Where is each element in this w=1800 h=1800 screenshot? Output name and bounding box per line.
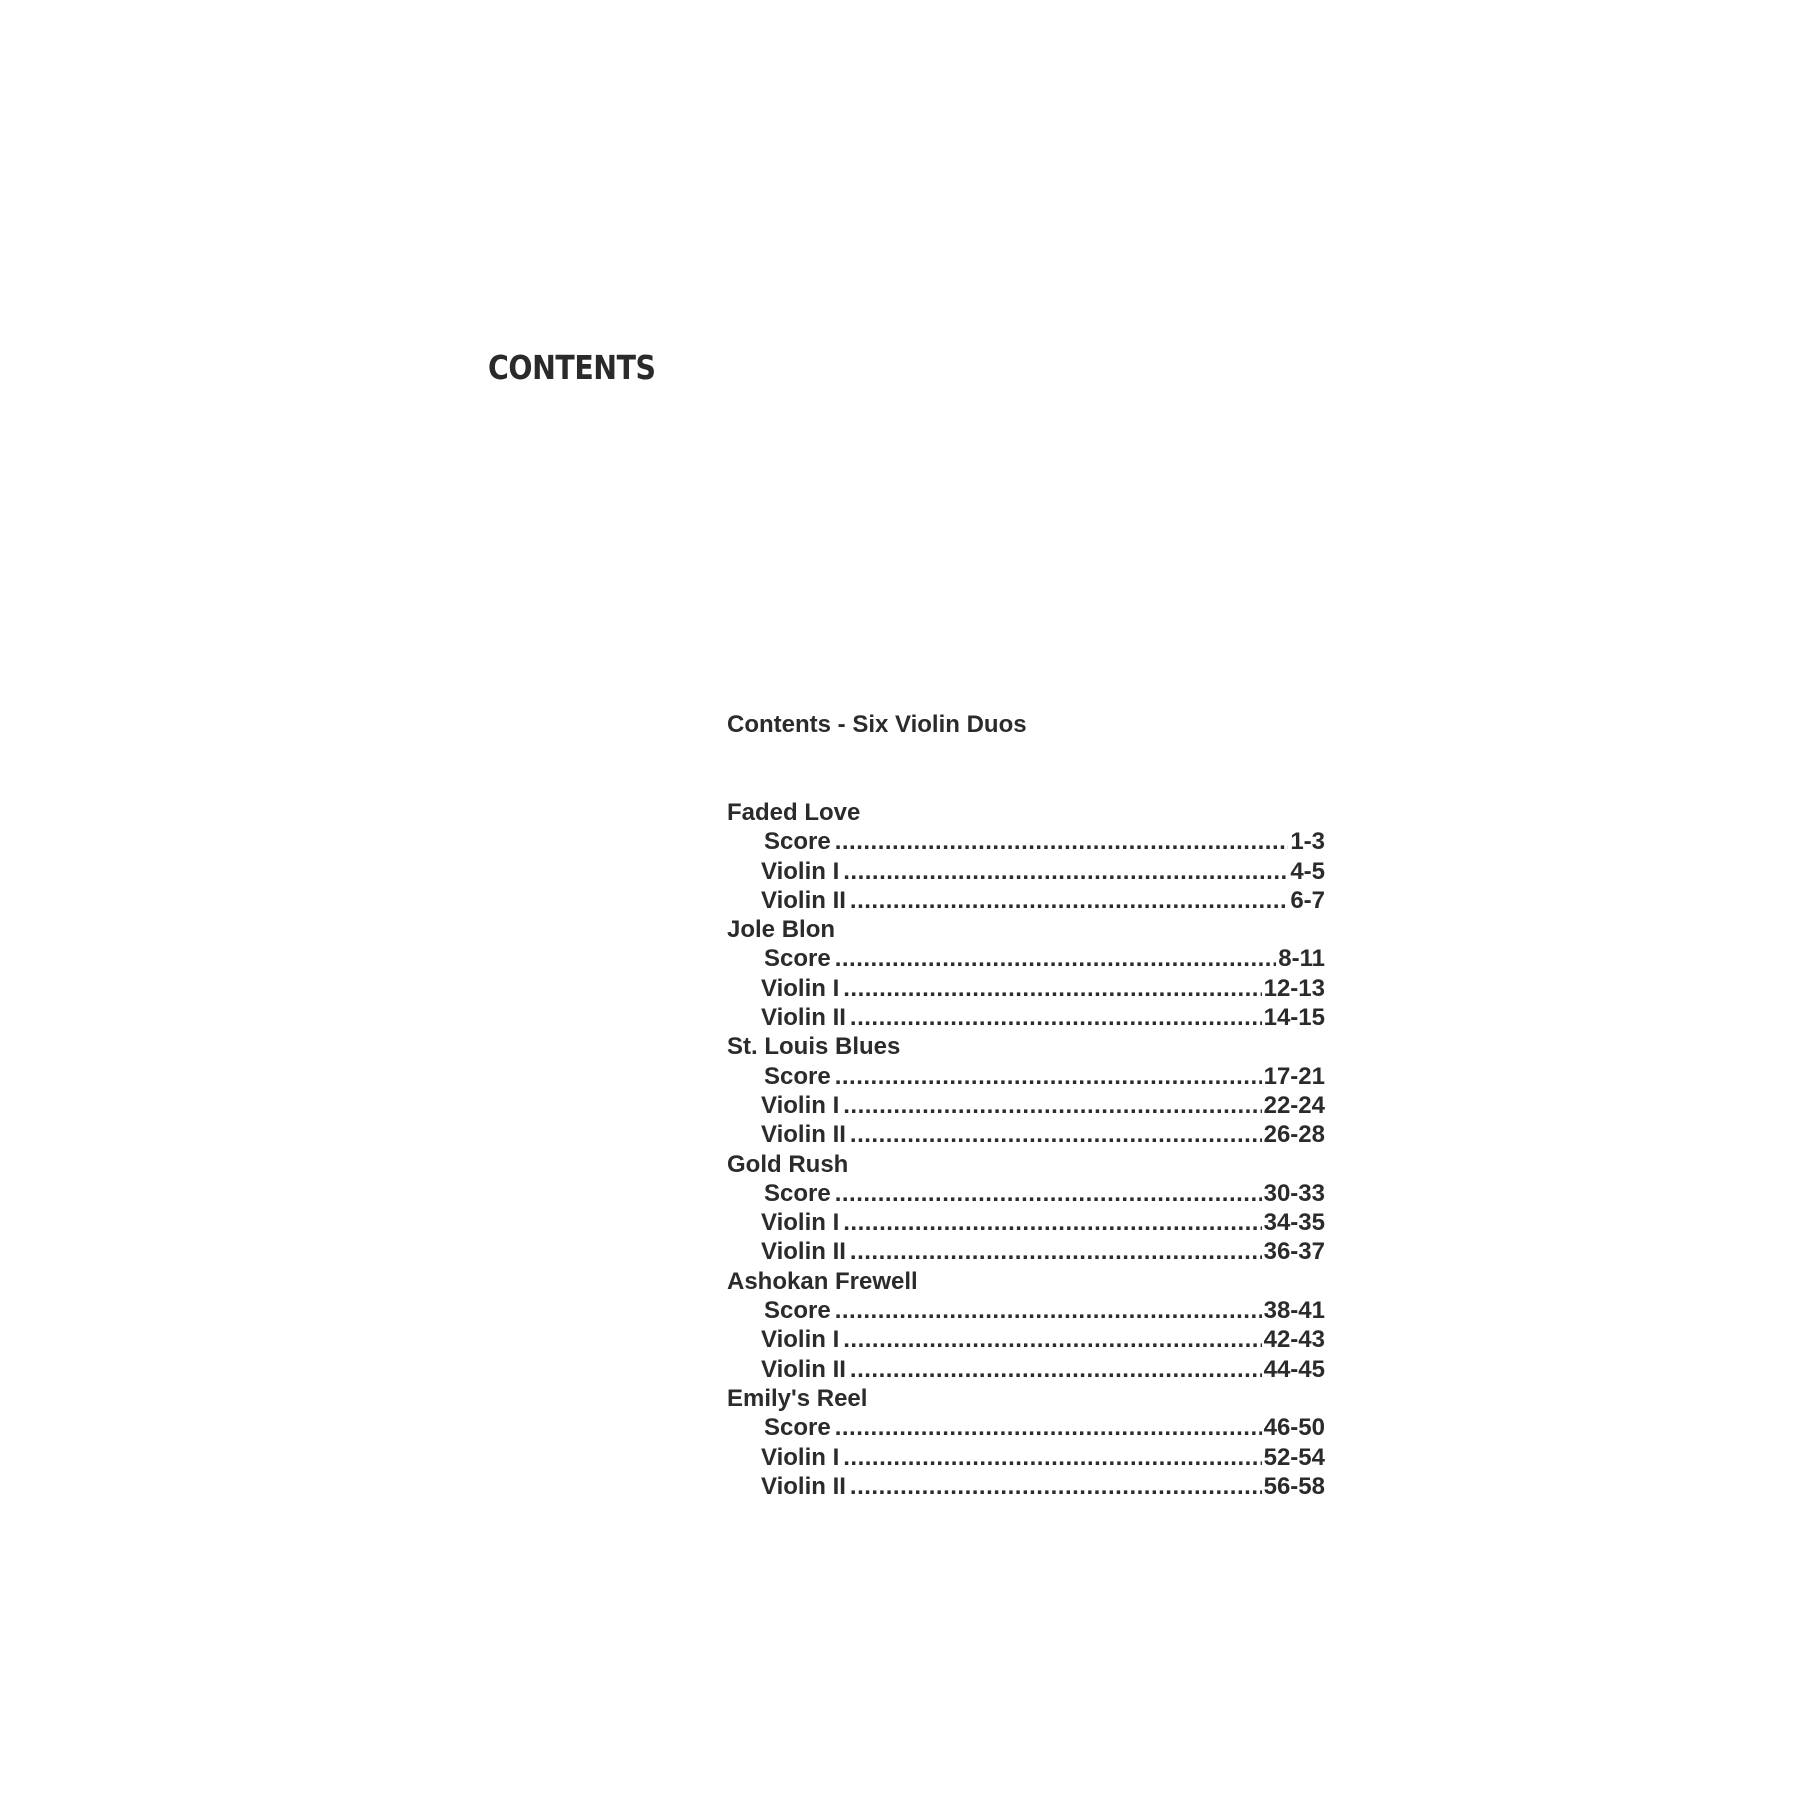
entry-label: Violin I [761, 1209, 840, 1237]
entry-label: Score [764, 1297, 831, 1325]
toc-entry [727, 1062, 1325, 1091]
entry-label: Score [764, 945, 831, 973]
entry-label: Violin II [761, 1121, 846, 1149]
entry-pages: 4-5 [1290, 857, 1325, 885]
toc-entry [727, 1208, 1325, 1237]
entry-pages: 44-45 [1263, 1355, 1325, 1383]
song-title: Emily's Reel [727, 1384, 868, 1412]
dot-leader [835, 944, 1277, 973]
toc-entry [727, 1179, 1325, 1208]
table-of-contents [727, 710, 1325, 1501]
dot-leader [843, 1443, 1261, 1472]
dot-leader [843, 1325, 1261, 1354]
entry-label: Score [764, 1179, 831, 1207]
entry-pages: 34-35 [1263, 1209, 1325, 1237]
entry-pages: 42-43 [1263, 1326, 1325, 1354]
dot-leader [843, 1208, 1261, 1237]
dot-leader [835, 1179, 1262, 1208]
entry-pages: 56-58 [1263, 1472, 1325, 1500]
entry-pages: 1-3 [1290, 828, 1325, 856]
entry-label: Violin II [761, 1004, 846, 1032]
toc-entry [727, 1413, 1325, 1442]
entry-pages: 46-50 [1263, 1414, 1325, 1442]
song-group [727, 1150, 1325, 1267]
song-title: St. Louis Blues [727, 1033, 901, 1061]
entry-label: Violin II [761, 886, 846, 914]
toc-entry [727, 1355, 1325, 1384]
dot-leader [843, 974, 1261, 1003]
dot-leader [850, 886, 1288, 915]
song-title: Gold Rush [727, 1150, 849, 1178]
entry-pages: 52-54 [1263, 1443, 1325, 1471]
entry-label: Violin I [761, 857, 840, 885]
entry-label: Violin II [761, 1238, 846, 1266]
toc-entry [727, 1120, 1325, 1149]
song-group [727, 915, 1325, 1032]
dot-leader [835, 1413, 1262, 1442]
page-heading: CONTENTS [488, 348, 656, 387]
entry-label: Violin I [761, 1443, 840, 1471]
entry-pages: 14-15 [1263, 1004, 1325, 1032]
entry-pages: 8-11 [1278, 945, 1325, 973]
dot-leader [843, 1091, 1261, 1120]
dot-leader [843, 857, 1288, 886]
toc-entry [727, 1325, 1325, 1354]
entry-pages: 38-41 [1263, 1297, 1325, 1325]
toc-entry [727, 1091, 1325, 1120]
dot-leader [850, 1003, 1262, 1032]
toc-entry [727, 1237, 1325, 1266]
dot-leader [835, 1062, 1262, 1091]
dot-leader [850, 1472, 1262, 1501]
entry-label: Violin II [761, 1472, 846, 1500]
entry-label: Violin I [761, 1326, 840, 1354]
song-group [727, 798, 1325, 915]
entry-label: Score [764, 828, 831, 856]
entry-label: Score [764, 1062, 831, 1090]
toc-list [727, 798, 1325, 1501]
song-title: Jole Blon [727, 916, 836, 944]
entry-label: Violin I [761, 974, 840, 1002]
toc-entry [727, 1296, 1325, 1325]
toc-subtitle: Contents - Six Violin Duos [727, 711, 1027, 738]
entry-pages: 22-24 [1263, 1091, 1325, 1119]
dot-leader [835, 1296, 1262, 1325]
toc-entry [727, 974, 1325, 1003]
toc-entry [727, 1472, 1325, 1501]
song-group [727, 1267, 1325, 1384]
song-title: Faded Love [727, 799, 861, 826]
entry-label: Violin I [761, 1091, 840, 1119]
toc-entry [727, 944, 1325, 973]
dot-leader [850, 1120, 1262, 1149]
toc-entry [727, 1003, 1325, 1032]
toc-entry [727, 857, 1325, 886]
entry-pages: 17-21 [1263, 1062, 1325, 1090]
entry-pages: 26-28 [1263, 1121, 1325, 1149]
toc-entry [727, 1443, 1325, 1472]
song-group [727, 1384, 1325, 1501]
entry-pages: 36-37 [1263, 1238, 1325, 1266]
entry-pages: 12-13 [1263, 974, 1325, 1002]
toc-entry [727, 886, 1325, 915]
entry-label: Score [764, 1414, 831, 1442]
dot-leader [850, 1355, 1262, 1384]
dot-leader [835, 827, 1289, 856]
toc-entry [727, 827, 1325, 856]
song-group [727, 1032, 1325, 1149]
entry-label: Violin II [761, 1355, 846, 1383]
entry-pages: 6-7 [1290, 886, 1325, 914]
entry-pages: 30-33 [1263, 1179, 1325, 1207]
song-title: Ashokan Frewell [727, 1267, 918, 1295]
dot-leader [850, 1237, 1262, 1266]
